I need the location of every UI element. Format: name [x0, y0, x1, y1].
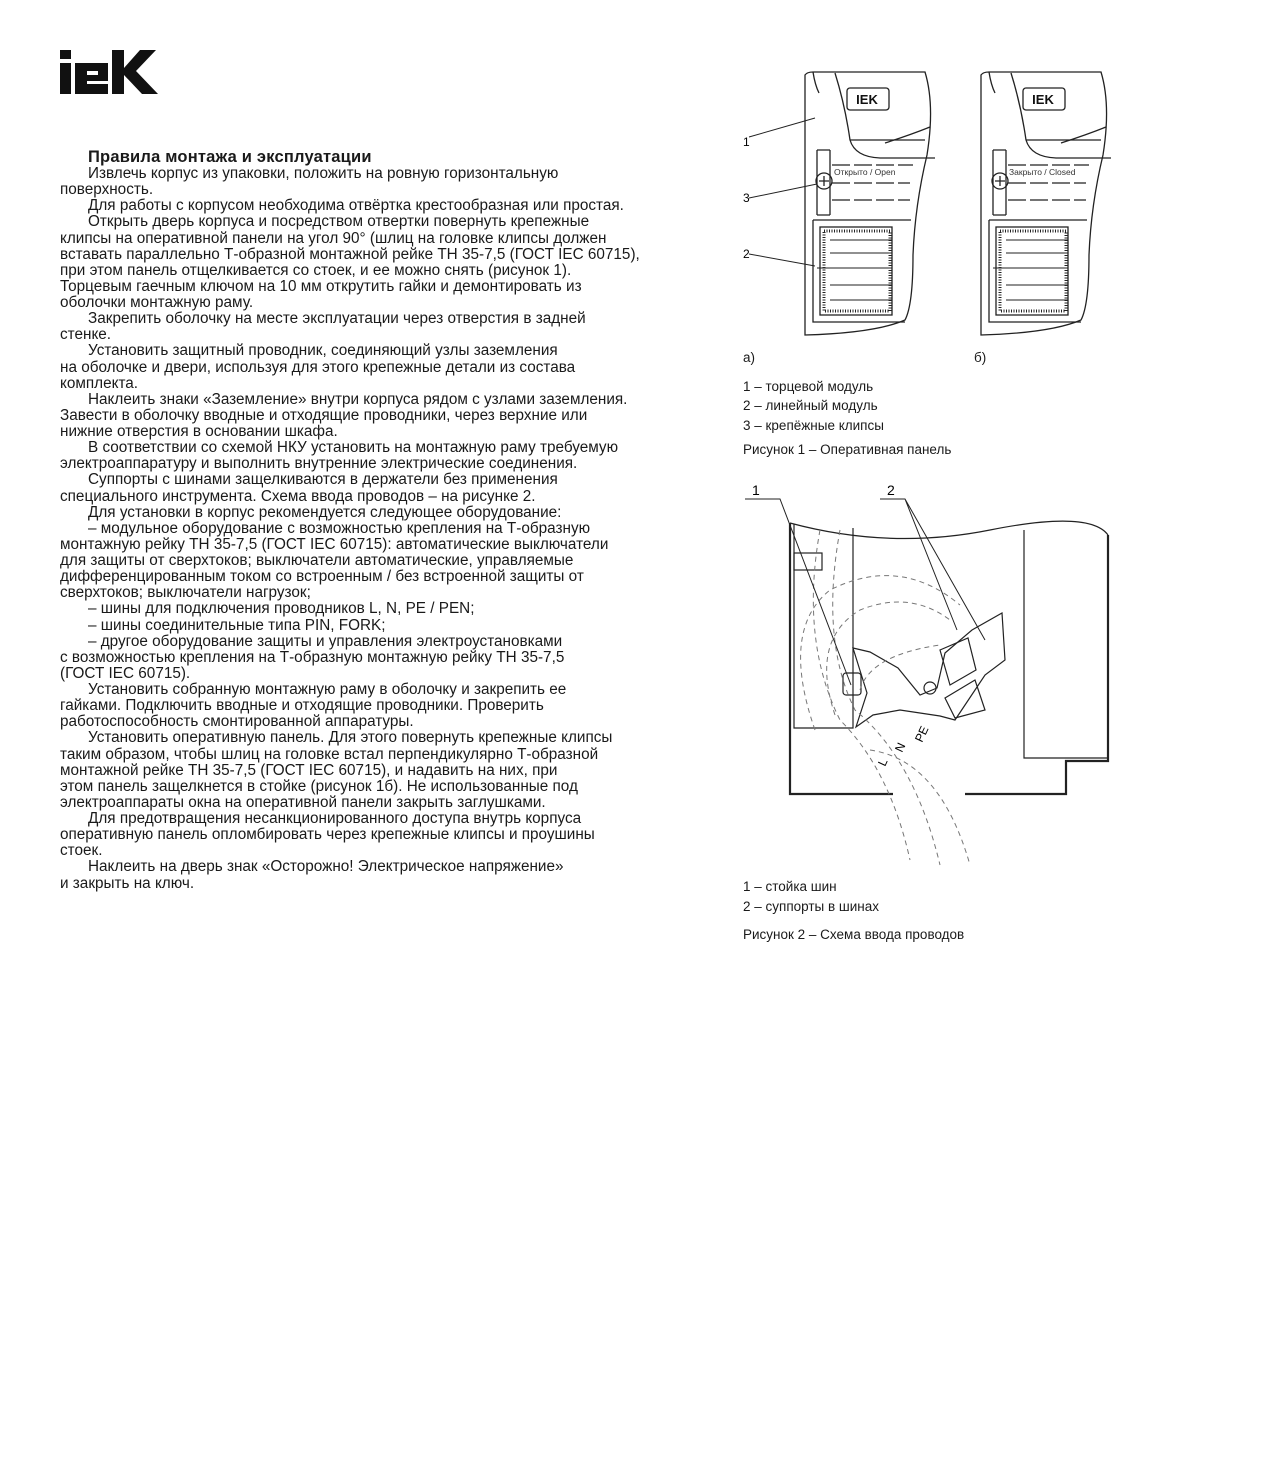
text-line: оперативную панель опломбировать через крепежные клипсы и проушины [60, 826, 595, 844]
text-line: Открыть дверь корпуса и посредством отвертки повернуть крепежные [88, 213, 590, 231]
text-line: В соответствии со схемой НКУ установить на монтажную раму требуемую [88, 439, 619, 457]
text-line: дифференцированным током со встроенным / без встроенной защиты от [60, 568, 584, 586]
paragraph [60, 472, 680, 504]
text-line: Для работы с корпусом необходима отвёртка крестообразная или простая. [88, 197, 624, 215]
text-line: Для предотвращения несанкционированного доступа внутрь корпуса [88, 810, 582, 827]
text-line: – шины соединительные типа PIN, FORK; [88, 616, 386, 634]
text-line: электроаппараты окна на оперативной панели закрыть заглушками. [60, 793, 546, 811]
text-line: стенке. [60, 326, 112, 344]
text-line: – шины для подключения проводников L, N, PE / PEN; [88, 600, 475, 618]
text-line: Наклеить на дверь знак «Осторожно! Электрическое напряжение» [88, 858, 564, 876]
callout-1: 1 [743, 135, 750, 149]
text-line: сверхтоков; выключатели нагрузок; [60, 584, 311, 602]
label-open: Открыто / Open [834, 167, 896, 177]
text-line: на оболочке и двери, используя для этого крепежные детали из состава [60, 358, 576, 376]
text-line: (ГОСТ IEC 60715). [60, 664, 191, 682]
paragraph [60, 730, 680, 811]
text-line: Торцевым гаечным ключом на 10 мм открутить гайки и демонтировать из [60, 277, 582, 295]
document-body [60, 166, 680, 892]
text-line: стоек. [60, 842, 103, 860]
paragraph [60, 682, 680, 730]
fig2-caption: Рисунок 2 – Схема ввода проводов [743, 927, 965, 942]
paragraph [60, 343, 680, 391]
paragraph [60, 166, 680, 198]
text-line: – другое оборудование защиты и управления электроустановками [88, 632, 563, 650]
wire-label-l: L [875, 756, 891, 769]
text-line: гайками. Подключить вводные и отходящие проводники. Проверить [60, 697, 544, 715]
subfigure-a-label: а) [743, 350, 756, 365]
text-line: Установить защитный проводник, соединяющий узлы заземления [88, 342, 558, 360]
figure-1-operative-panel [735, 65, 1115, 350]
text-line: и закрыть на ключ. [60, 874, 195, 892]
figure-2-wire-entry [740, 480, 1120, 870]
text-line: – модульное оборудование с возможностью крепления на Т-образную [88, 519, 591, 537]
wire-label-n: N [892, 740, 909, 755]
text-line: работоспособность смонтированной аппаратуры. [60, 713, 414, 731]
paragraph [60, 601, 680, 617]
text-line: монтажной рейке ТН 35-7,5 (ГОСТ IEC 60715), и надавить на них, при [60, 761, 558, 779]
text-line: монтажную рейку ТН 35-7,5 (ГОСТ IEC 60715): автоматические выключатели [60, 535, 609, 553]
text-line: при этом панель отщелкивается со стоек, и ее можно снять (рисунок 1). [60, 261, 572, 279]
paragraph [60, 214, 680, 311]
iek-logo [60, 50, 172, 94]
paragraph [60, 859, 680, 891]
panel-a-open [805, 72, 935, 335]
text-line: Завести в оболочку вводные и отходящие проводники, через верхние или [60, 406, 588, 424]
panel-a-logo: IEK [856, 92, 878, 107]
fig1-legend-2: 2 – линейный модуль [743, 398, 878, 413]
fig1-legend-1: 1 – торцевой модуль [743, 379, 874, 394]
label-closed: Закрыто / Closed [1009, 167, 1076, 177]
paragraph [60, 811, 680, 859]
paragraph [60, 198, 680, 214]
text-line: Для установки в корпус рекомендуется следующее оборудование: [88, 503, 562, 521]
text-line: комплекта. [60, 374, 139, 392]
callout-2: 2 [743, 247, 750, 261]
text-line: Установить собранную монтажную раму в оболочку и закрепить ее [88, 681, 567, 698]
fig2-legend-2: 2 – суппорты в шинах [743, 899, 880, 914]
paragraph [60, 618, 680, 634]
subfigure-b-label: б) [974, 350, 987, 365]
fig2-callout-2: 2 [887, 482, 895, 498]
paragraph [60, 505, 680, 521]
text-line: Закрепить оболочку на месте эксплуатации через отверстия в задней [88, 310, 586, 328]
document-title: Правила монтажа и эксплуатации [88, 148, 372, 166]
text-line: Установить оперативную панель. Для этого повернуть крепежные клипсы [88, 729, 613, 747]
panel-b-logo: IEK [1032, 92, 1054, 107]
paragraph [60, 440, 680, 472]
paragraph [60, 521, 680, 602]
text-line: клипсы на оперативной панели на угол 90° (шлиц на головке клипсы должен [60, 229, 607, 247]
text-line: Наклеить знаки «Заземление» внутри корпуса рядом с узлами заземления. [88, 390, 628, 408]
paragraph [60, 311, 680, 343]
text-line: Суппорты с шинами защелкиваются в держатели без применения [88, 471, 558, 489]
text-line: специального инструмента. Схема ввода проводов – на рисунке 2. [60, 487, 536, 505]
text-line: нижние отверстия в основании шкафа. [60, 423, 338, 440]
text-line: электроаппаратуру и выполнить внутренние электрические соединения. [60, 455, 578, 473]
fig1-caption: Рисунок 1 – Оперативная панель [743, 442, 952, 457]
text-line: Извлечь корпус из упаковки, положить на ровную горизонтальную [88, 165, 559, 182]
wire-label-pe: PE [912, 723, 932, 745]
fig1-legend-3: 3 – крепёжные клипсы [743, 418, 884, 433]
text-line: оболочки монтажную раму. [60, 294, 254, 311]
text-line: этом панель защелкнется в стойке (рисунок 1б). Не использованные под [60, 777, 578, 795]
text-line: вставать параллельно Т-образной монтажной рейке ТН 35-7,5 (ГОСТ IEC 60715), [60, 245, 640, 263]
fig2-legend-1: 1 – стойка шин [743, 879, 837, 894]
paragraph [60, 392, 680, 440]
text-line: с возможностью крепления на Т-образную монтажную рейку ТН 35-7,5 [60, 648, 565, 666]
text-line: для защиты от сверхтоков; выключатели автоматические, управляемые [60, 552, 574, 569]
fig2-callout-1: 1 [752, 482, 760, 498]
text-line: поверхность. [60, 181, 154, 199]
paragraph [60, 634, 680, 682]
text-line: таким образом, чтобы шлиц на головке встал перпендикулярно Т-образной [60, 745, 599, 763]
callout-3: 3 [743, 191, 750, 205]
